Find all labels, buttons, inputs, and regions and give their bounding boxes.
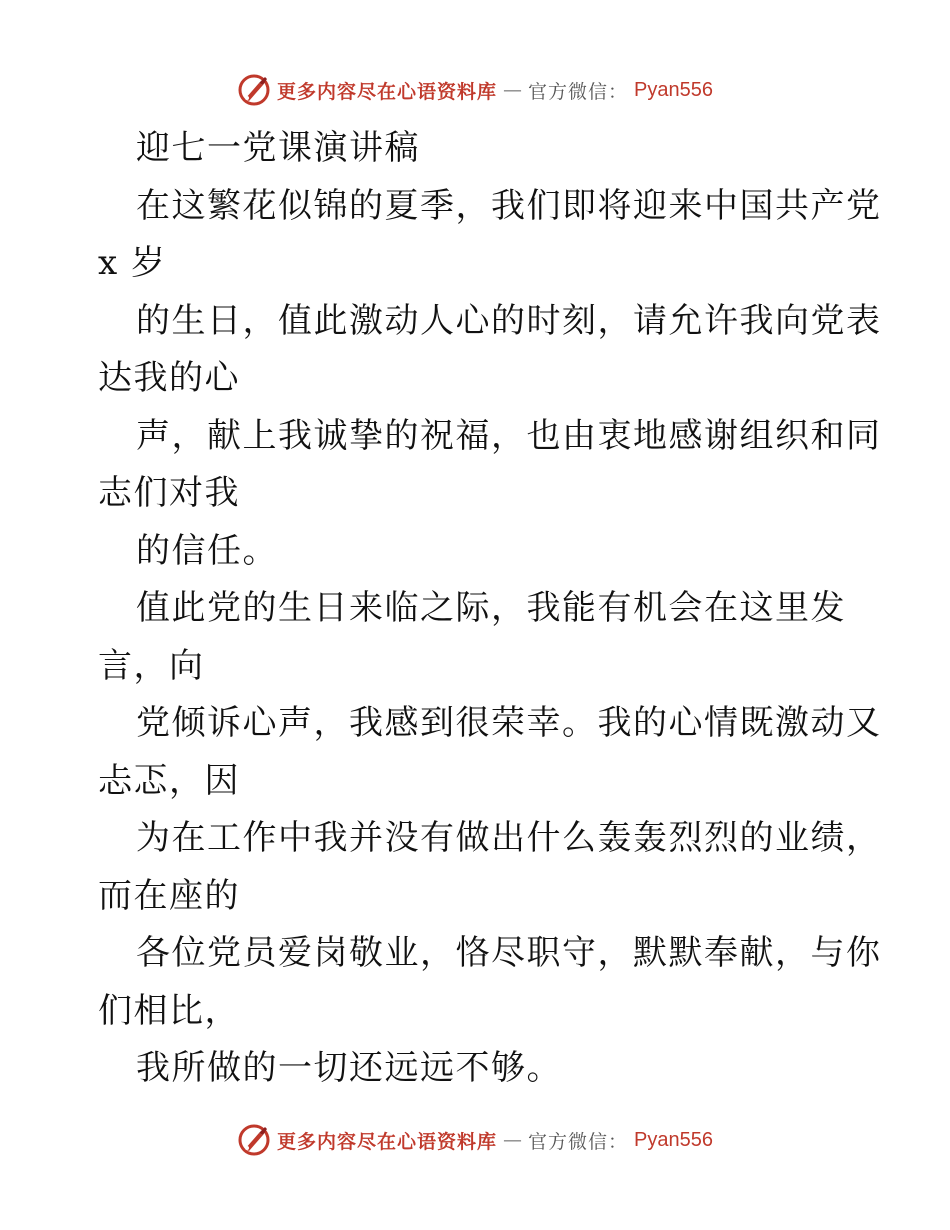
quill-pen-logo-icon: [237, 1123, 271, 1157]
brand-text: 更多内容尽在心语资料库: [277, 80, 498, 103]
text-line: 为在工作中我并没有做出什么轰轰烈烈的业绩，: [136, 818, 882, 858]
banner-dash: —: [503, 1129, 523, 1151]
text-line: 在这繁花似锦的夏季，我们即将迎来中国共产党: [136, 185, 882, 226]
document-title: 迎七一党课演讲稿: [136, 128, 420, 168]
brand-text: 更多内容尽在心语资料库: [277, 1130, 498, 1153]
header-banner: [0, 70, 950, 110]
text-line: 我所做的一切还远远不够。: [136, 1048, 562, 1088]
official-wechat-label: 官方微信：: [528, 1130, 629, 1153]
text-line: 达我的心: [98, 358, 240, 398]
text-line: 志们对我: [98, 473, 240, 513]
banner-dash: —: [503, 79, 523, 101]
text-line: 的生日，值此激动人心的时刻，请允许我向党表: [136, 300, 882, 341]
footer-banner: [0, 1120, 950, 1160]
text-line: 各位党员爱岗敬业，恪尽职守，默默奉献，与你: [136, 933, 882, 973]
quill-pen-logo-icon: [237, 73, 271, 107]
text-line: 们相比，: [98, 990, 240, 1031]
text-line: x 岁: [98, 243, 167, 283]
text-line: 忐忑，因: [98, 760, 240, 801]
text-line: 言，向: [98, 645, 205, 686]
document-body: [98, 120, 882, 1098]
official-wechat-label: 官方微信：: [528, 80, 629, 103]
wechat-id: Pyan556: [634, 78, 713, 101]
text-line: 党倾诉心声，我感到很荣幸。我的心情既激动又: [136, 703, 882, 743]
text-line: 的信任。: [136, 530, 278, 571]
text-line: 而在座的: [98, 875, 240, 916]
wechat-id: Pyan556: [634, 1128, 713, 1151]
text-line: 值此党的生日来临之际，我能有机会在这里发: [136, 588, 846, 628]
text-line: 声，献上我诚挚的祝福，也由衷地感谢组织和同: [136, 415, 882, 456]
